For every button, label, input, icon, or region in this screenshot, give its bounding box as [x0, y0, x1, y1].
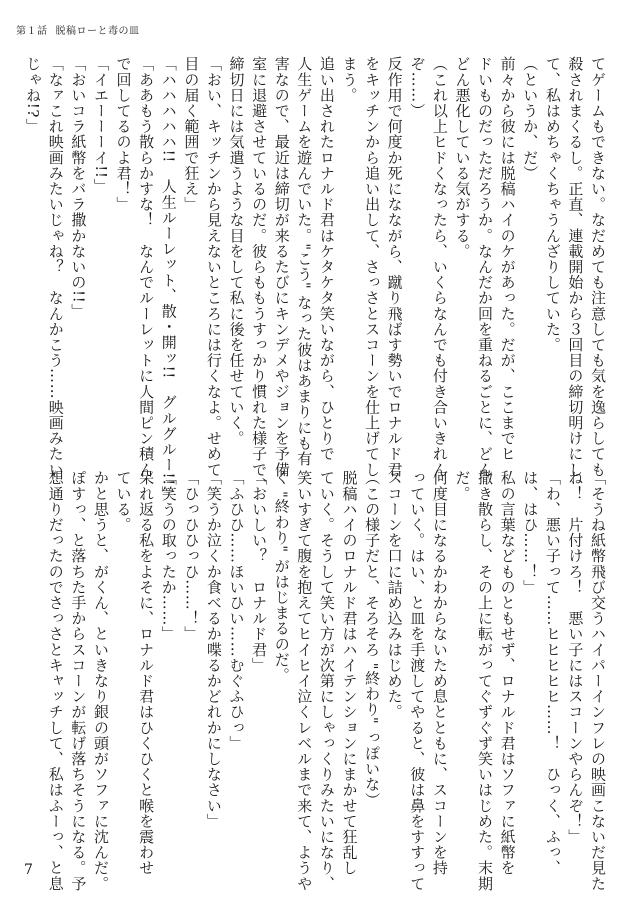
text-line: 「ひっひひっひ……！」 — [182, 470, 201, 642]
text-line: 反作用で何度か死になながら、蹴り飛ばす勢いでロナルド君 — [385, 56, 404, 478]
text-line: 室に退避させているのだ。彼らももうすっかり慣れた様子で、 — [250, 56, 269, 493]
text-line: をキッチンから追い出して、さっさとスコーンを仕上げてし — [363, 56, 382, 478]
text-line: まう。 — [340, 56, 359, 103]
text-line: 「そうね紙幣飛び交うハイパーインフレの映画こないだ見た — [589, 470, 607, 892]
text-line: どん悪化している気がする。 — [453, 56, 472, 259]
text-line: スコーンを口に詰め込みはじめた。 — [385, 470, 404, 720]
text-line: 前々から彼には脱稿ハイのケがあった。だが、ここまでヒ — [498, 56, 517, 462]
text-line: は、はひ……！」 — [521, 470, 540, 595]
text-line: 人生ゲームを遊んでいた。"こう" なった彼はあまりにも有 — [295, 56, 314, 467]
text-line: 「ふひひ……ほいひい……むぐふひっ」 — [227, 470, 246, 751]
text-line: 「ああもう散らかすな！ なんでルーレットに人間ピン積ん — [137, 56, 156, 478]
text-line: 「笑うの取ったか……」 — [159, 470, 178, 642]
text-line: （これ以上ヒドくなったら、いくらなんでも付き合いきれん — [430, 56, 449, 478]
text-line: 「イエーーーイ!!」 — [91, 56, 110, 195]
chapter-title: 脱稿ローと毒の皿 — [55, 26, 140, 37]
text-line: 締切日には気遣うような目をして私に後を任せていく。 — [227, 56, 246, 446]
page-number: 7 — [24, 862, 33, 878]
text-line: 「ハハハハハ!! 人生ルーレット、散・開ッ!! グルグルー!!」 — [159, 56, 178, 502]
text-line: で回してるのよ君！」 — [114, 56, 133, 212]
text-line: 私の言葉などものともせず、ロナルド君はソファに紙幣を — [498, 470, 517, 876]
text-line: ね！ 片付けろ！ 悪い子にはスコーンやらんぞ！」 — [566, 470, 585, 845]
text-line: 「笑うか泣くか食べるか喋るかどれかにしなさい」 — [204, 470, 223, 829]
text-line: 笑いすぎて腹を抱えてヒイヒイ泣くレベルまで来て、ようや — [295, 470, 314, 892]
text-line: 何度目になるかわからないため息とともに、スコーンを持 — [430, 470, 449, 876]
text-line: て、私はめちゃくちゃうんざりしていた。 — [543, 56, 562, 353]
text-line: ていく。そうして笑い方が次第にしゃっくりみたいになり、 — [317, 470, 336, 892]
chapter-label: 第１話 — [16, 26, 48, 37]
text-line: 想通りだったのでさっさとキャッチして、私はふーっ、と息 — [46, 470, 65, 892]
text-line: じゃね!?」 — [24, 56, 43, 134]
text-line: ぞ……） — [408, 56, 427, 119]
text-line: 「おいコラ紙幣をバラ撒かないの!!」 — [69, 56, 88, 319]
text-line: ドいものだっただろうか。なんだか回を重ねるごとに、どん — [476, 56, 495, 478]
text-line: く "終わり" がはじまるのだ。 — [272, 470, 291, 683]
text-line: 殺されまくるし。正直、連載開始から３回目の締切明けにし — [566, 56, 585, 478]
text-line: てゲームもできない。なだめても注意しても気を逸らしても — [589, 56, 607, 478]
text-line: 「おい、キッチンから見えないところには行くなよ。せめて — [204, 56, 223, 478]
text-line: 脱稿ハイのロナルド君はハイテンションにまかせて狂乱し — [340, 470, 359, 876]
text-line: かと思うと、がくん、といきなり銀の頭がソファに沈んだ。 — [91, 470, 110, 892]
text-line: （この様子だと、そろそろ "終わり" っぽいな） — [363, 470, 382, 808]
text-line: 目の届く範囲で狂え」 — [182, 56, 201, 212]
running-header — [16, 22, 148, 37]
text-line: だ。 — [453, 470, 472, 502]
text-line: （というか、だ） — [521, 56, 540, 181]
text-block-bottom — [29, 470, 609, 892]
text-line: ている。 — [114, 470, 133, 533]
text-line: 「おいしい？ ロナルド君」 — [250, 470, 269, 673]
text-block-top — [24, 56, 609, 502]
text-line: 呆れ返る私をよそに、ロナルド君はひくひくと喉を震わせ — [137, 470, 156, 876]
text-line: 「なァこれ映画みたいじゃね？ なんかこう……映画みたい — [46, 56, 65, 478]
text-line: 撒き散らし、その上に転がってぐずぐず笑いはじめた。末期 — [476, 470, 495, 892]
text-line: 追い出されたロナルド君はケタケタ笑いながら、ひとりで — [317, 56, 336, 462]
text-line: 害なので、最近は締切が来るたびにキンデメやジョンを予備 — [272, 56, 291, 478]
text-line: ぽすっ、と落ちた手からスコーンが転げ落ちそうになる。予 — [69, 470, 88, 892]
text-line: っていく。はい、と皿を手渡してやると、彼は鼻をすすって — [408, 470, 427, 892]
text-line: 「わ、悪い子って……ヒヒヒヒヒ……！ ひっく、ふっ、 — [543, 470, 562, 876]
